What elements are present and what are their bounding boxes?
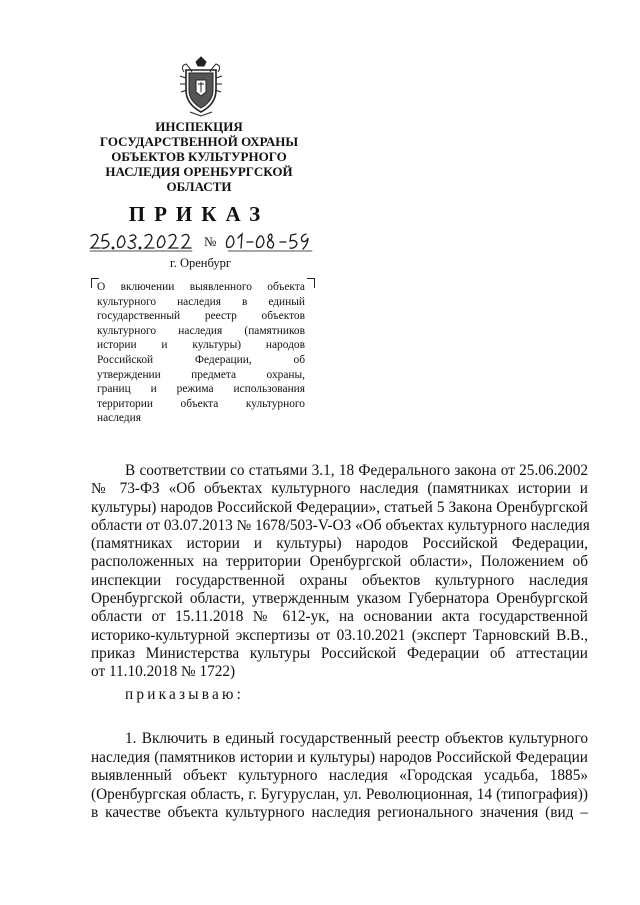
svg-text:№: № bbox=[204, 234, 217, 249]
subject-line: истории и культуры) народов bbox=[97, 339, 305, 352]
subject-line: территории объекта культурного bbox=[97, 397, 305, 410]
document-type-title: ПРИКАЗ bbox=[128, 202, 270, 226]
order-subject bbox=[97, 280, 305, 426]
subject-line: наследия bbox=[97, 412, 141, 425]
order-item-1 bbox=[91, 730, 588, 823]
preamble-line: области от 15.11.2018 № 612-ук, на основании акта государственной bbox=[91, 608, 588, 626]
subject-line: Российской Федерации, об bbox=[97, 353, 305, 366]
subject-line: О включении выявленного объекта bbox=[97, 281, 305, 293]
org-line: НАСЛЕДИЯ ОРЕНБУРГСКОЙ bbox=[105, 164, 293, 179]
org-line: ГОСУДАРСТВЕННОЙ ОХРАНЫ bbox=[99, 134, 299, 149]
preamble-line: расположенных на территории Оренбургской области», Положением об bbox=[91, 553, 588, 571]
item-line: выявленный объект культурного наследия «Городская усадьба, 1885» bbox=[91, 767, 588, 785]
handwritten-date-number bbox=[88, 230, 338, 254]
subject-line: утверждении предмета охраны, bbox=[97, 368, 305, 381]
preamble-line: № 73-ФЗ «Об объектах культурного наследия (памятниках истории и bbox=[91, 480, 588, 498]
preamble-line: культуры) народов Российской Федерации», статьей 5 Закона Оренбургской bbox=[91, 498, 588, 516]
order-word: приказываю: bbox=[125, 686, 245, 703]
item-line: (Оренбургская область, г. Бугуруслан, ул. Революционная, 14 (типография)) bbox=[91, 785, 588, 803]
preamble-line: от 11.10.2018 № 1722) bbox=[91, 663, 236, 681]
item-line: наследия (памятников истории и культуры) народов Российской Федерации bbox=[91, 748, 588, 766]
org-line: ОБЛАСТИ bbox=[166, 179, 232, 194]
organization-name bbox=[88, 119, 310, 194]
subject-line: государственный реестр объектов bbox=[97, 310, 305, 323]
subject-bracket-right bbox=[307, 278, 315, 288]
coat-of-arms-emblem bbox=[176, 56, 226, 118]
subject-line: границ и режима использования bbox=[97, 383, 305, 396]
preamble-line: историко-культурной экспертизы от 03.10.2021 (эксперт Тарновский В.В., bbox=[91, 626, 588, 644]
preamble-line: (памятниках истории и культуры) народов Российской Федерации, bbox=[91, 535, 588, 553]
org-line: ИНСПЕКЦИЯ bbox=[155, 119, 243, 134]
preamble-line: области от 03.07.2013 № 1678/503-V-ОЗ «Об объектах культурного наследия bbox=[91, 516, 590, 534]
subject-line: культурного наследия в единый bbox=[97, 295, 305, 308]
preamble-line: приказ Министерства культуры Российской Федерации об аттестации bbox=[91, 644, 588, 662]
preamble-line: инспекции государственной охраны объектов культурного наследия bbox=[91, 571, 588, 589]
item-line: в качестве объекта культурного наследия регионального значения (вид – bbox=[91, 804, 588, 822]
item-line: 1. Включить в единый государственный реестр объектов культурного bbox=[125, 730, 588, 747]
preamble-paragraph bbox=[91, 462, 588, 682]
preamble-line: В соответствии со статьями 3.1, 18 Федерального закона от 25.06.2002 bbox=[125, 462, 588, 479]
org-line: ОБЪЕКТОВ КУЛЬТУРНОГО bbox=[111, 149, 287, 164]
city: г. Оренбург bbox=[170, 256, 231, 270]
subject-line: культурного наследия (памятников bbox=[97, 324, 305, 337]
preamble-line: Оренбургской области, утвержденным указом Губернатора Оренбургской bbox=[91, 590, 588, 608]
